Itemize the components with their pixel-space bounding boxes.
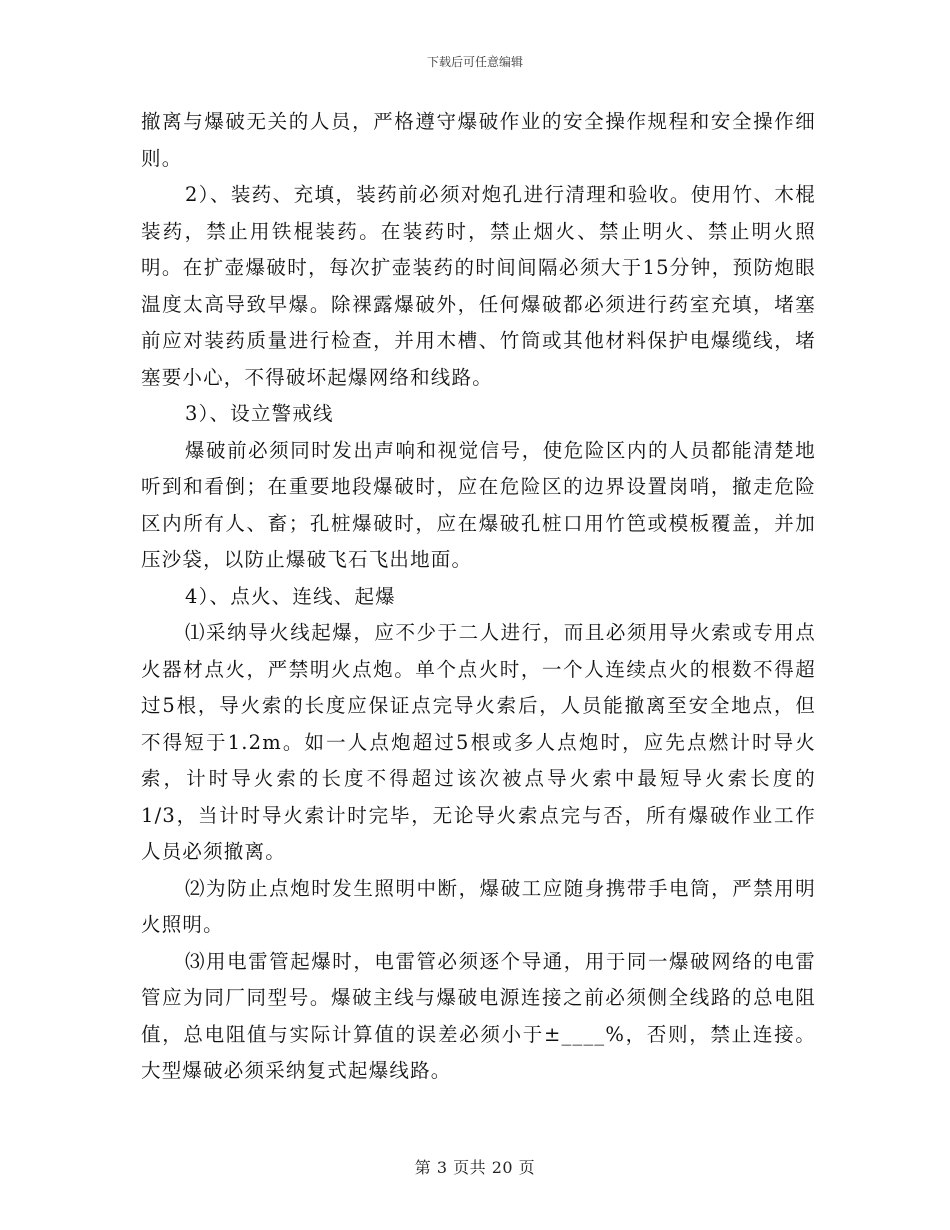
- paragraph-3-heading: 3）、设立警戒线: [185, 402, 334, 425]
- page-footer: 第 3 页共 20 页: [414, 1158, 536, 1177]
- paragraph-2: 2）、装药、充填，装药前必须对炮孔进行清理和验收。使用竹、木棍装药，禁止用铁棍装药。在装药时，禁止烟火、禁止明火、禁止明火照明。在扩壶爆破时，每次扩壶装药的时间间隔必须大于15分钟，预防炮眼温度太高导致早爆。除裸露爆破外，任何爆破都必须进行药室充填，堵塞前应对装药质量进行检查，并用木槽、竹筒或其他材料保护电爆缆线，堵塞要小心，不得破坏起爆网络和线路。: [141, 183, 816, 389]
- paragraph-6: ⑴采纳导火线起爆，应不少于二人进行，而且必须用导火索或专用点火器材点火，严禁明火点炮。单个点火时，一个人连续点火的根数不得超过5根，导火索的长度应保证点完导火索后，人员能撤离至安全地点，但不得短于1.2m。如一人点炮超过5根或多人点炮时，应先点燃计时导火索，计时导火索的长度不得超过该次被点导火索中最短导火索长度的1/3，当计时导火索计时完毕，无论导火索点完与否，所有爆破作业工作人员必须撤离。: [141, 621, 816, 863]
- paragraph-5-heading: 4）、点火、连线、起爆: [185, 584, 396, 608]
- paragraph-8: ⑶用电雷管起爆时，电雷管必须逐个导通，用于同一爆破网络的电雷管应为同厂同型号。爆破主线与爆破电源连接之前必须侧全线路的总电阻值，总电阻值与实际计算值的误差必须小于±____%，否则，禁止连接。大型爆破必须采纳复式起爆线路。: [141, 949, 816, 1082]
- paragraph-7: ⑵为防止点炮时发生照明中断，爆破工应随身携带手电筒，严禁用明火照明。: [141, 876, 816, 936]
- paragraph-1: 撤离与爆破无关的人员，严格遵守爆破作业的安全操作规程和安全操作细则。: [141, 110, 816, 170]
- document-body: [141, 104, 816, 1090]
- paragraph-4: 爆破前必须同时发出声响和视觉信号，使危险区内的人员都能清楚地听到和看倒；在重要地段爆破时，应在危险区的边界设置岗哨，撤走危险区内所有人、畜；孔桩爆破时，应在爆破孔桩口用竹笆或模板覆盖，并加压沙袋，以防止爆破飞石飞出地面。: [141, 438, 816, 571]
- page-header: 下载后可任意编辑: [426, 55, 523, 69]
